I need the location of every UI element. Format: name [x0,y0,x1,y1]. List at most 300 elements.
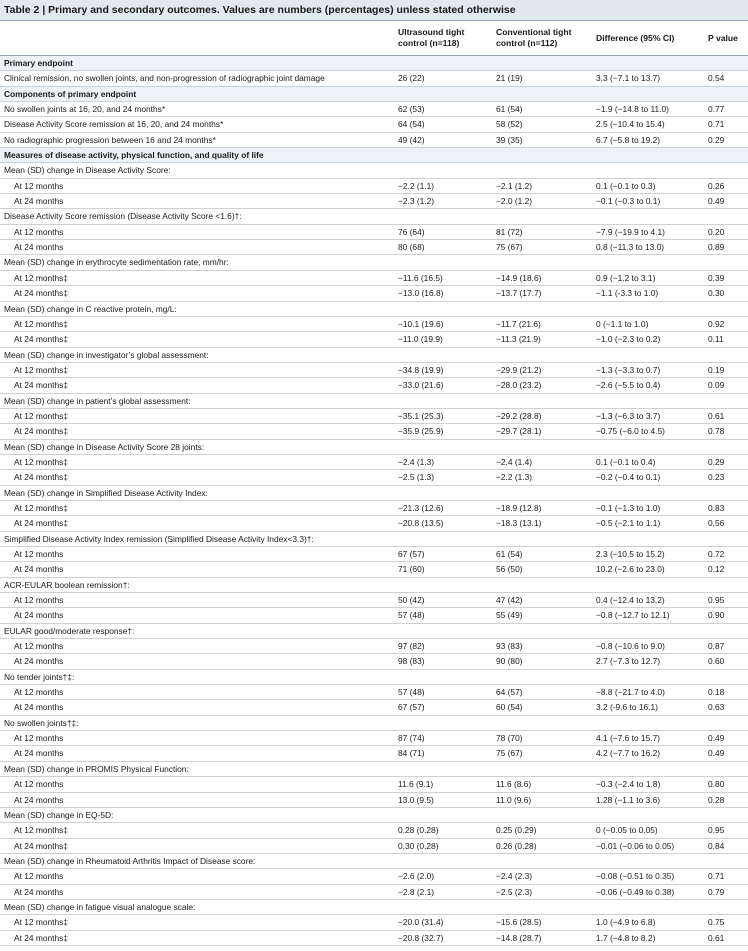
conventional-value [496,900,596,914]
conventional-value [496,56,596,70]
row-label: At 24 months [14,886,64,897]
table-group-row [0,486,748,501]
p-value: 0.23 [708,472,725,483]
ultrasound-value: 98 (83) [398,656,425,667]
p-value: 0.84 [708,840,725,851]
conventional-value [496,854,596,868]
difference-value: −0.1 (−0.3 to 0.1) [596,196,661,207]
row-label: Disease Activity Score remission (Disease Activity Score <1.6)†: [4,211,242,222]
conventional-value: 75 (67) [496,748,523,759]
conventional-value: −2.4 (2.3) [496,871,533,882]
conventional-value [496,209,596,223]
table-section-row [0,148,748,163]
table-group-row [0,348,748,363]
conventional-value [496,762,596,776]
p-value: 0.61 [708,410,725,421]
p-value [708,209,748,223]
table-row [0,915,748,930]
p-value: 0.29 [708,456,725,467]
p-value [708,486,748,500]
p-value [708,716,748,730]
ultrasound-value [398,255,496,269]
row-label: No tender joints†‡: [4,671,75,682]
ultrasound-value: 67 (57) [398,549,425,559]
ultrasound-value [398,762,496,776]
row-label: Primary endpoint [4,58,73,68]
difference-value: 0.8 (−11.3 to 13.0) [596,242,665,253]
difference-value: −0.3 (−2.4 to 1.8) [596,779,661,790]
conventional-value: −29.9 (21.2) [496,364,542,375]
conventional-value: −14.9 (18.6) [496,272,542,283]
difference-value: −1.3 (−3.3 to 0.7) [596,364,661,375]
difference-value: −0.75 (−6.0 to 4.5) [596,426,665,437]
p-value [708,87,748,101]
ultrasound-value [398,486,496,500]
ultrasound-value: 80 (68) [398,242,425,253]
header-conventional-line2: control (n=112) [496,38,558,48]
difference-value: −7.9 (−19.9 to 4.1) [596,226,665,237]
row-label: Mean (SD) change in PROMIS Physical Function: [4,763,189,774]
p-value: 0.77 [708,104,725,115]
table-row [0,271,748,286]
table-row [0,225,748,240]
row-label: At 12 months [14,871,64,882]
difference-value [596,302,708,316]
p-value [708,532,748,546]
table-group-row [0,209,748,224]
p-value: 0.61 [708,932,725,943]
difference-value [596,440,708,454]
table-row [0,731,748,746]
row-label: At 24 months [14,610,64,621]
row-label: Simplified Disease Activity Index remission (Simplified Disease Activity Index<3.3)†: [4,533,314,544]
conventional-value [496,394,596,408]
ultrasound-value: 11.6 (9.1) [398,779,434,790]
difference-value [596,209,708,223]
difference-value: 0.1 (−0.1 to 0.3) [596,180,656,191]
table-group-row [0,532,748,547]
table-row [0,654,748,669]
row-label: Components of primary endpoint [4,88,137,99]
row-label: Mean (SD) change in erythrocyte sedimentation rate, mm/hr: [4,257,229,268]
table-group-row [0,716,748,731]
difference-value: 0.4 (−12.4 to 13.2) [596,595,665,606]
difference-value: −0.08 (−0.51 to 0.35) [596,871,675,882]
row-label: Disease Activity Score remission at 16, 20, and 24 months* [4,119,224,130]
p-value: 0.39 [708,272,725,283]
ultrasound-value: 13.0 (9.5) [398,794,434,805]
ultrasound-value [398,532,496,546]
conventional-value: −11.3 (21.9) [496,334,541,345]
row-label: Mean (SD) change in EQ-5D: [4,809,114,820]
ultrasound-value [398,56,496,70]
ultrasound-value: 84 (71) [398,748,425,759]
p-value: 0.71 [708,119,725,130]
conventional-value: 78 (70) [496,733,523,744]
difference-value [596,148,708,162]
difference-value: −0.01 (−0.06 to 0.05) [596,840,675,851]
difference-value: 2.3 (−10.5 to 15.2) [596,549,665,559]
p-value: 0.63 [708,702,725,713]
ultrasound-value [398,578,496,592]
table-row [0,240,748,255]
conventional-value: 21 (19) [496,73,523,84]
p-value: 0.26 [708,180,725,191]
ultrasound-value: −2.8 (2.1) [398,886,435,897]
p-value: 0.11 [708,334,724,345]
row-label: Mean (SD) change in Rheumatoid Arthritis Impact of Disease score: [4,855,256,866]
row-label: At 12 months‡ [14,318,69,329]
difference-value [596,348,708,362]
p-value: 0.89 [708,242,725,253]
table-group-row [0,440,748,455]
ultrasound-value: 0.30 (0.28) [398,840,439,851]
p-value: 0.75 [708,917,725,928]
ultrasound-value: 0.28 (0.28) [398,825,439,836]
table-group-row [0,762,748,777]
ultrasound-value [398,624,496,638]
difference-value: 0 (−0.05 to 0.05) [596,825,658,836]
conventional-value [496,624,596,638]
p-value: 0.12 [708,564,725,575]
ultrasound-value: −20.0 (31.4) [398,917,444,928]
ultrasound-value [398,348,496,362]
p-value: 0.19 [708,364,725,375]
difference-value [596,854,708,868]
p-value: 0.49 [708,196,725,207]
ultrasound-value [398,808,496,822]
conventional-value [496,808,596,822]
header-ultrasound-line1: Ultrasound tight [398,27,465,37]
header-p-value: P value [708,33,738,43]
conventional-value [496,716,596,730]
difference-value [596,394,708,408]
difference-value [596,716,708,730]
row-label: At 12 months‡ [14,410,69,421]
table-row [0,378,748,393]
ultrasound-value: 62 (53) [398,104,425,115]
conventional-value: 60 (54) [496,702,523,713]
table-group-row [0,578,748,593]
p-value: 0.54 [708,73,725,84]
difference-value [596,255,708,269]
difference-value: −1.9 (−14.8 to 11.0) [596,104,669,115]
ultrasound-value: 26 (22) [398,73,425,84]
row-label: At 12 months [14,180,64,191]
p-value [708,302,748,316]
difference-value [596,670,708,684]
difference-value: 3.2 (-9.6 to 16.1) [596,702,658,713]
ultrasound-value: −13.0 (16.8) [398,288,444,299]
conventional-value: −29.7 (28.1) [496,426,542,437]
conventional-value: 61 (54) [496,104,523,115]
ultrasound-value: 64 (54) [398,119,425,130]
p-value: 0.49 [708,748,725,759]
ultrasound-value: −2.3 (1.2) [398,196,435,207]
ultrasound-value: 67 (57) [398,702,425,713]
p-value: 0.20 [708,226,725,237]
row-label: Mean (SD) change in Disease Activity Score: [4,165,171,176]
table-group-row [0,808,748,823]
ultrasound-value: −20.8 (13.5) [398,518,444,529]
p-value [708,624,748,638]
difference-value: 0.9 (−1.2 to 3.1) [596,272,656,283]
ultrasound-value [398,394,496,408]
table-row [0,885,748,900]
row-label: At 24 months‡ [14,380,69,391]
conventional-value: −29.2 (28.8) [496,410,542,421]
row-label: Mean (SD) change in Simplified Disease Activity Index: [4,487,208,498]
row-label: At 12 months‡ [14,364,69,375]
table-row [0,593,748,608]
ultrasound-value: −2.2 (1.1) [398,180,435,191]
table-row [0,102,748,117]
ultrasound-value [398,163,496,177]
ultrasound-value: 87 (74) [398,733,425,744]
p-value: 0.78 [708,426,725,437]
ultrasound-value: −11.6 (16.5) [398,272,443,283]
ultrasound-value: −11.0 (19.9) [398,334,443,345]
row-label: At 24 months [14,702,64,713]
ultrasound-value: −34.8 (19.9) [398,364,444,375]
header-conventional-line1: Conventional tight [496,27,572,37]
conventional-value: 75 (67) [496,242,523,253]
row-label: At 12 months [14,595,64,606]
p-value [708,148,748,162]
row-label: Measures of disease activity, physical function, and quality of life [4,150,264,161]
conventional-value: −15.6 (28.5) [496,917,542,928]
difference-value: −0.1 (−1.3 to 1.0) [596,502,661,513]
difference-value: 1.7 (−4.8 to 8.2) [596,932,656,943]
difference-value [596,762,708,776]
table-group-row [0,302,748,317]
difference-value [596,578,708,592]
p-value: 0.92 [708,318,725,329]
p-value: 0.49 [708,733,725,744]
difference-value: 4.1 (−7.6 to 15.7) [596,733,661,744]
ultrasound-value [398,854,496,868]
table-row [0,839,748,854]
difference-value: −0.2 (−0.4 to 0.1) [596,472,661,483]
difference-value: 4.2 (−7.7 to 16.2) [596,748,661,759]
table-row [0,332,748,347]
conventional-value: 47 (42) [496,595,523,606]
ultrasound-value: −2.4 (1.3) [398,456,435,467]
ultrasound-value [398,670,496,684]
conventional-value [496,486,596,500]
conventional-value [496,255,596,269]
table-row [0,117,748,132]
ultrasound-value [398,302,496,316]
conventional-value [496,302,596,316]
table-row [0,823,748,838]
row-label: At 12 months [14,226,64,237]
conventional-value [496,348,596,362]
difference-value: 6.7 (−5.8 to 19.2) [596,134,661,145]
p-value: 0.95 [708,595,725,606]
table-row [0,286,748,301]
conventional-value [496,532,596,546]
table-row [0,700,748,715]
table-group-row [0,163,748,178]
conventional-value: 93 (83) [496,641,523,652]
ultrasound-value: 71 (60) [398,564,425,575]
ultrasound-value: −35.1 (25.3) [398,410,444,421]
header-difference: Difference (95% CI) [596,33,675,43]
ultrasound-value: 76 (64) [398,226,425,237]
difference-value: −2.6 (−5.5 to 0.4) [596,380,661,391]
difference-value: −1.0 (−2.3 to 0.2) [596,334,661,345]
table-row [0,777,748,792]
difference-value: 1.28 (−1.1 to 3.6) [596,794,661,805]
conventional-value: 58 (52) [496,119,523,130]
p-value: 0.80 [708,779,725,790]
table-row [0,547,748,562]
difference-value [596,56,708,70]
header-ultrasound [398,27,496,49]
p-value: 0.29 [708,134,725,145]
row-label: Mean (SD) change in Disease Activity Score 28 joints: [4,441,205,452]
row-label: At 24 months [14,748,64,759]
row-label: At 24 months‡ [14,426,69,437]
row-label: At 12 months [14,779,64,790]
row-label: At 24 months‡ [14,334,69,345]
difference-value: −0.5 (−2.1 to 1.1) [596,518,661,529]
difference-value: 2.5 (−10.4 to 15.4) [596,119,665,130]
conventional-value: −18.3 (13.1) [496,518,542,529]
ultrasound-value: 97 (82) [398,641,425,652]
table-group-row [0,854,748,869]
conventional-value [496,578,596,592]
conventional-value: 11.0 (9.6) [496,794,532,805]
table-section-row [0,56,748,71]
table-row [0,931,748,946]
p-value [708,163,748,177]
difference-value: 2.7 (−7.3 to 12.7) [596,656,661,667]
ultrasound-value: −21.3 (12.6) [398,502,444,513]
row-label: At 24 months [14,794,64,805]
ultrasound-value: 57 (48) [398,687,425,698]
difference-value [596,808,708,822]
p-value [708,440,748,454]
difference-value [596,87,708,101]
row-label: Mean (SD) change in C reactive protein, mg/L: [4,303,177,314]
table-row [0,409,748,424]
p-value [708,808,748,822]
difference-value [596,532,708,546]
difference-value: 10.2 (−2.6 to 23.0) [596,564,665,575]
row-label: ACR-EULAR boolean remission†: [4,579,130,590]
conventional-value: −2.0 (1.2) [496,196,533,207]
row-label: Mean (SD) change in patient’s global assessment: [4,395,191,406]
conventional-value: −2.2 (1.3) [496,472,533,483]
conventional-value: −14.8 (28.7) [496,932,542,943]
table-row [0,516,748,531]
p-value: 0.09 [708,380,725,391]
table-group-row [0,255,748,270]
p-value: 0.30 [708,288,725,299]
conventional-value [496,87,596,101]
row-label: At 12 months‡ [14,917,69,928]
difference-value: 0 (−1.1 to 1.0) [596,318,649,329]
p-value [708,670,748,684]
conventional-value: −18.9 (12.8) [496,502,542,513]
conventional-value: 0.26 (0.28) [496,840,537,851]
ultrasound-value [398,209,496,223]
p-value [708,394,748,408]
row-label: At 12 months [14,641,64,652]
p-value [708,578,748,592]
table-header [0,21,748,56]
conventional-value: 11.6 (8.6) [496,779,532,790]
p-value: 0.71 [708,871,725,882]
table-row [0,71,748,86]
conventional-value: 55 (49) [496,610,523,621]
difference-value: −0.8 (−10.6 to 9.0) [596,641,665,652]
table-row [0,501,748,516]
ultrasound-value: −2.5 (1.3) [398,472,435,483]
row-label: At 24 months‡ [14,472,69,483]
row-label: At 12 months‡ [14,502,69,513]
row-label: At 24 months‡ [14,288,69,299]
conventional-value: −13.7 (17.7) [496,288,542,299]
ultrasound-value: −2.6 (2.0) [398,871,435,882]
table-row [0,424,748,439]
table-body [0,56,748,946]
header-ultrasound-line2: control (n=118) [398,38,460,48]
difference-value: 1.0 (−4.9 to 6.8) [596,917,656,928]
row-label: At 24 months [14,242,64,253]
ultrasound-value: −10.1 (19.6) [398,318,444,329]
conventional-value [496,163,596,177]
p-value: 0.95 [708,825,725,836]
p-value [708,854,748,868]
row-label: At 12 months‡ [14,272,69,283]
row-label: At 24 months‡ [14,518,69,529]
difference-value: −1.3 (−6.3 to 3.7) [596,410,661,421]
conventional-value [496,440,596,454]
row-label: At 12 months‡ [14,456,69,467]
row-label: Clinical remission, no swollen joints, and non-progression of radiographic joint damage [4,73,325,84]
row-label: No radiographic progression between 16 and 24 months* [4,134,216,145]
table-row [0,133,748,148]
row-label: At 12 months [14,733,64,744]
difference-value: −8.8 (−21.7 to 4.0) [596,687,665,698]
conventional-value: 90 (80) [496,656,523,667]
header-conventional [496,27,596,49]
table-row [0,869,748,884]
table-caption: Table 2 | Primary and secondary outcomes. Values are numbers (percentages) unless stated otherwise [0,0,748,21]
ultrasound-value: −35.9 (25.9) [398,426,444,437]
ultrasound-value [398,716,496,730]
row-label: Mean (SD) change in fatigue visual analogue scale: [4,901,196,912]
conventional-value: 64 (57) [496,687,523,698]
conventional-value: −2.4 (1.4) [496,456,533,467]
row-label: At 24 months [14,196,64,207]
row-label: Mean (SD) change in investigator’s global assessment: [4,349,209,360]
table-group-row [0,394,748,409]
table-row [0,455,748,470]
p-value: 0.72 [708,549,725,559]
p-value: 0.90 [708,610,725,621]
difference-value: 0.1 (−0.1 to 0.4) [596,456,656,467]
table-row [0,639,748,654]
conventional-value: 61 (54) [496,549,523,559]
ultrasound-value [398,87,496,101]
p-value: 0.60 [708,656,725,667]
row-label: At 12 months [14,687,64,698]
difference-value: 3.3 (−7.1 to 13.7) [596,73,661,84]
